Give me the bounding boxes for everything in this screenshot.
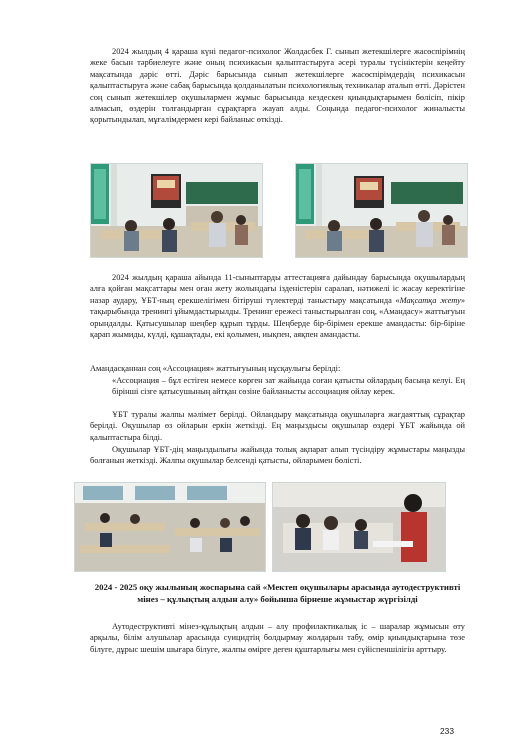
classroom-photo-2-image [296, 164, 467, 257]
paragraph-seminar: 2024 жылдың 4 қараша күні педагог-психолог Жолдасбек Г. сынып жетекшілерге жасөспірімнің жеке басын тәрбиелеуге және оның психикасын қалыптастыруға әсері туралы түсініктерін кеңейту мақсатында дәріс өтті. Дәріс барысында сынып жетекшілерге жасөспірімдердің психикасын қалыптастыруға және сабақ барысында қолданылатын психологиялық техникалар аталып өтті. Дәрістен соң сынып жетекшілер оқушылармен жұмыс барысында кездескен қиындықтарымен бөлісіп, пікір алмасып, өздерін толғандырған сұрақтарға жауап алды. Соңында педагог-психолог жиналысты қорытындылап, мұғалімдермен кері байланыс өткізді. [90, 47, 465, 125]
classroom-photo-3 [74, 482, 266, 572]
page-number: 233 [440, 726, 454, 736]
paragraph-ubt-importance: Оқушылар ҰБТ-дің маңыздылығы жайында толық ақпарат алып түсіндіру жұмыстары маңызды болғанын жеткізді. Жалпы оқушылар белсенді қатысты, ойларымен бөлісті. [90, 445, 465, 466]
classroom-photo-1 [90, 163, 263, 258]
classroom-photo-3-image [75, 483, 265, 571]
training-topic: Мақсатқа жету [399, 295, 461, 305]
paragraph-ubt-info: ҰБТ туралы жалпы мәлімет берілді. Ойландыру мақсатында оқушыларға жағдаяттық сұрақтар берілді. Оқушылар өз ойларын еркін жеткізді. Ең маңыздысы оқушылар өздері ҰБТ жайында ой қалыптастыра білді. [90, 410, 465, 442]
paragraph-association-quote: «Ассоциация – бұл естіген немесе көрген зат жайында соған қатысты ойлардың басыңа келуі. Ең бірінші сізге қатысушының айтқан сөзіне байланысты ассоциация ойлау керек. [112, 376, 465, 397]
section-title: 2024 - 2025 оқу жылының жоспарына сай «Мектеп оқушылары арасында аутодеструктивті мінез – құлықтың алдын алу» бойынша бірнеше жұмыстар жүргізілді [94, 582, 461, 604]
paragraph-training-part-2: » тақырыбында тренингі ұйымдастырылды. Тренинг ережесі таныстырылған соң, «Амандасу» жаттығуын орындалды. Қатысушылар шеңбер құрып тұрды. Шеңберде бір-бірімен ерекше амандасты: бір-біріне қарап жымиды, күлді, құшақтады, екі қолымен, иықпен, аяқпен амандасты. [90, 295, 465, 340]
classroom-photo-1-image [91, 164, 262, 257]
paragraph-association-intro: Амандасқаннан соң «Ассоциация» жаттығуының нұсқаулығы берілді: [90, 364, 341, 373]
classroom-photo-2 [295, 163, 468, 258]
classroom-photo-4-image [273, 483, 445, 571]
paragraph-prevention: Аутодеструктивті мінез-құлықтың алдын – алу профилактикалық іс – шаралар жұмысын өту арқылы, білім алушылар арасында суицидтің болдырмау жолдарын табу, өмір қиындықтарына төзе білуге, дұрыс шешім шығара білуге, жалпы өмірге деген құштарлығы мен сүйіспеншілігін арттыру. [90, 622, 465, 654]
paragraph-training-part-1: 2024 жылдың қараша айында 11-сыныптарды аттестацияға дайындау барысында оқушылардың алға қойған мақсаттары мен оған жету жолындағы ізденістерін саралап, нәтижелі іс жасау керектігіне назар аудару, ҰБТ-ның ерекшелігімен бітіруші түлектерді таныстыру мақсатында « [90, 273, 465, 305]
classroom-photo-4 [272, 482, 446, 572]
paragraph-training [90, 272, 465, 340]
